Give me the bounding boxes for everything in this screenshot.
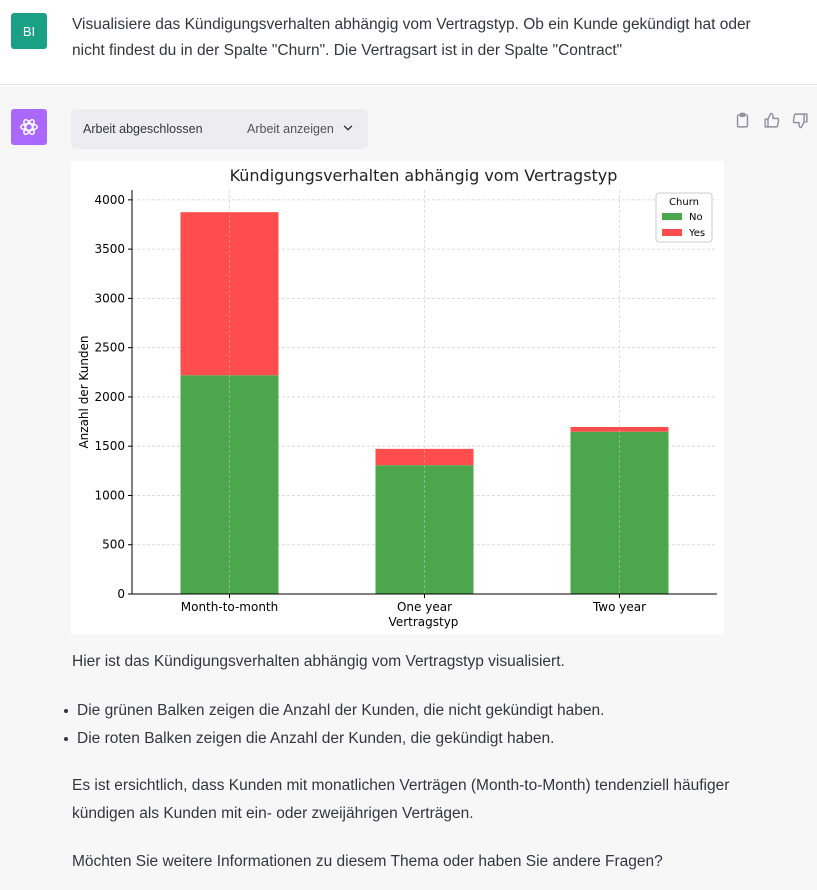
y-tick-label: 1500 — [94, 439, 125, 454]
response-bullet-list — [62, 697, 762, 753]
list-item: Die grünen Balken zeigen die Anzahl der Kunden, die nicht gekündigt haben. — [62, 697, 762, 725]
legend-label-no: No — [689, 212, 703, 223]
bar-no — [376, 465, 474, 594]
thumbs-up-icon[interactable] — [763, 112, 780, 129]
assistant-message-row — [0, 86, 817, 890]
work-status-pill[interactable] — [71, 109, 368, 149]
response-intro: Hier ist das Kündigungsverhalten abhängig vom Vertragstyp visualisiert. — [72, 653, 565, 670]
openai-logo-icon — [18, 116, 40, 138]
legend-swatch-yes — [662, 229, 682, 236]
y-tick-label: 1000 — [94, 488, 125, 503]
x-tick-label: Two year — [592, 600, 647, 614]
chart-title: Kündigungsverhalten abhängig vom Vertragstyp — [229, 166, 618, 185]
work-status-label: Arbeit abgeschlossen — [83, 122, 203, 136]
copy-icon[interactable] — [734, 112, 751, 129]
legend-title: Churn — [669, 197, 699, 208]
x-tick-label: Month-to-month — [180, 600, 279, 614]
message-actions — [734, 112, 809, 129]
list-item: Die roten Balken zeigen die Anzahl der Kunden, die gekündigt haben. — [62, 725, 762, 753]
y-axis-label: Anzahl der Kunden — [77, 335, 91, 449]
user-message-text: Visualisiere das Kündigungsverhalten abhängig vom Vertragstyp. Ob ein Kunde gekündigt hat oder nicht findest du in der Spalte "Churn". Die Vertragsart ist in der Spalte "Contract" — [72, 16, 751, 59]
y-tick-label: 500 — [102, 537, 125, 552]
chart-svg — [71, 161, 724, 634]
thumbs-down-icon[interactable] — [792, 112, 809, 129]
response-conclusion: Es ist ersichtlich, dass Kunden mit monatlichen Verträgen (Month-to-Month) tendenziell häufiger kündigen als Kunden mit ein- oder zweijährigen Verträgen. — [72, 777, 730, 822]
y-tick-label: 3000 — [94, 291, 125, 306]
legend-label-yes: Yes — [689, 228, 706, 239]
x-tick-label: One year — [396, 600, 453, 614]
y-tick-label: 0 — [117, 587, 125, 601]
show-work-toggle[interactable]: Arbeit anzeigen — [247, 122, 334, 136]
assistant-avatar — [11, 109, 47, 145]
y-tick-label: 2500 — [94, 340, 125, 355]
chevron-down-icon[interactable] — [341, 121, 355, 135]
user-message-row — [0, 0, 817, 85]
x-axis-label: Vertragstyp — [388, 615, 459, 629]
y-tick-label: 3500 — [94, 242, 125, 257]
legend-swatch-no — [662, 213, 682, 220]
y-tick-label: 2000 — [94, 389, 125, 404]
user-avatar: BI — [11, 13, 47, 49]
y-tick-label: 4000 — [94, 192, 125, 207]
response-question: Möchten Sie weitere Informationen zu diesem Thema oder haben Sie andere Fragen? — [72, 853, 663, 870]
churn-chart — [71, 161, 724, 634]
